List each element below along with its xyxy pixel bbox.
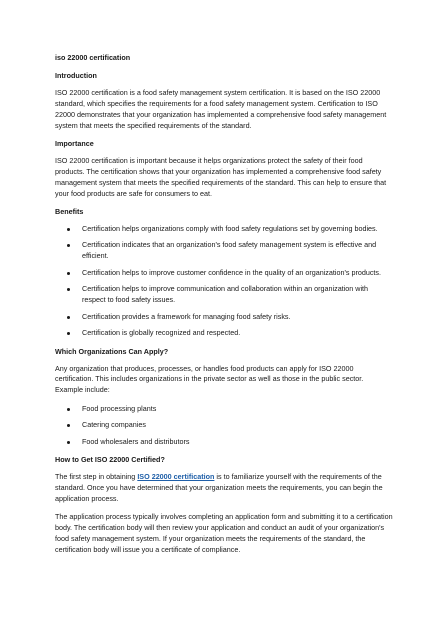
bullet-icon [67, 441, 70, 444]
iso-22000-certification-link[interactable]: ISO 22000 certification [137, 472, 215, 482]
bullet-icon [67, 228, 70, 231]
list-item-text: Certification indicates that an organization's food safety management system is effective and efficient. [82, 240, 377, 261]
list-item-text: Certification provides a framework for managing food safety risks. [82, 311, 291, 321]
list-item [55, 420, 393, 431]
benefits-heading: Benefits [55, 206, 84, 216]
bullet-icon [67, 424, 70, 427]
list-item [55, 312, 393, 323]
bullet-icon [67, 408, 70, 411]
benefits-list [55, 224, 393, 339]
document-page [55, 53, 393, 563]
list-item-text: Certification helps organizations comply with food safety regulations set by governing bodies. [82, 223, 378, 233]
paragraph-text: The first step in obtaining [55, 472, 138, 482]
bullet-icon [67, 244, 70, 247]
importance-paragraph: ISO 22000 certification is important because it helps organizations protect the safety of their food products. The certification shows that your organization has implemented a comprehensive food safety management system that meets the specified requirements of the standard. This can help to ensure that your food products are safe for consumers to eat. [55, 155, 387, 198]
list-item-text: Certification helps to improve communication and collaboration within an organization with respect to food safety issues. [82, 284, 369, 305]
bullet-icon [67, 332, 70, 335]
list-item [55, 284, 393, 306]
intro-paragraph: ISO 22000 certification is a food safety management system certification. It is based on the ISO 22000 standard, which specifies the requirements for a food safety management system. Certification to ISO 22000 demonstrates that your organization has implemented a comprehensive food safety management system that meets the specified requirements of the standard. [55, 87, 387, 130]
who-can-apply-heading: Which Organizations Can Apply? [55, 346, 169, 356]
how-to-certify-paragraph-1 [55, 472, 393, 505]
who-can-apply-paragraph: Any organization that produces, processes, or handles food products can apply for ISO 22000 certification. This includes organizations in the private sector as well as those in the public sector. Example include: [55, 363, 364, 395]
bullet-icon [67, 288, 70, 291]
list-item [55, 437, 393, 448]
document-title: iso 22000 certification [55, 53, 131, 62]
intro-heading: Introduction [55, 70, 97, 80]
bullet-icon [67, 272, 70, 275]
paragraph-text: is to familiarize yourself with the requirements of the standard. Once you have determined that your organization meets the requirements, you can begin the application process. [55, 472, 383, 503]
list-item-text: Certification is globally recognized and respected. [82, 328, 241, 338]
list-item [55, 328, 393, 339]
how-to-certify-paragraph-2: The application process typically involves completing an application form and submitting it to a certification body. The certification body will then review your application and conduct an audit of your organization's food safety management system. If your organization meets the requirements of the standard, the certification body will issue you a certificate of compliance. [55, 512, 393, 554]
list-item [55, 240, 393, 262]
list-item [55, 268, 393, 279]
list-item [55, 404, 393, 415]
list-item-text: Food wholesalers and distributors [82, 436, 190, 446]
how-to-certify-heading: How to Get ISO 22000 Certified? [55, 455, 165, 465]
list-item [55, 224, 393, 235]
list-item-text: Food processing plants [82, 403, 157, 413]
list-item-text: Catering companies [82, 420, 146, 430]
bullet-icon [67, 316, 70, 319]
importance-heading: Importance [55, 138, 94, 148]
list-item-text: Certification helps to improve customer confidence in the quality of an organization's products. [82, 267, 382, 277]
organizations-list [55, 404, 393, 448]
